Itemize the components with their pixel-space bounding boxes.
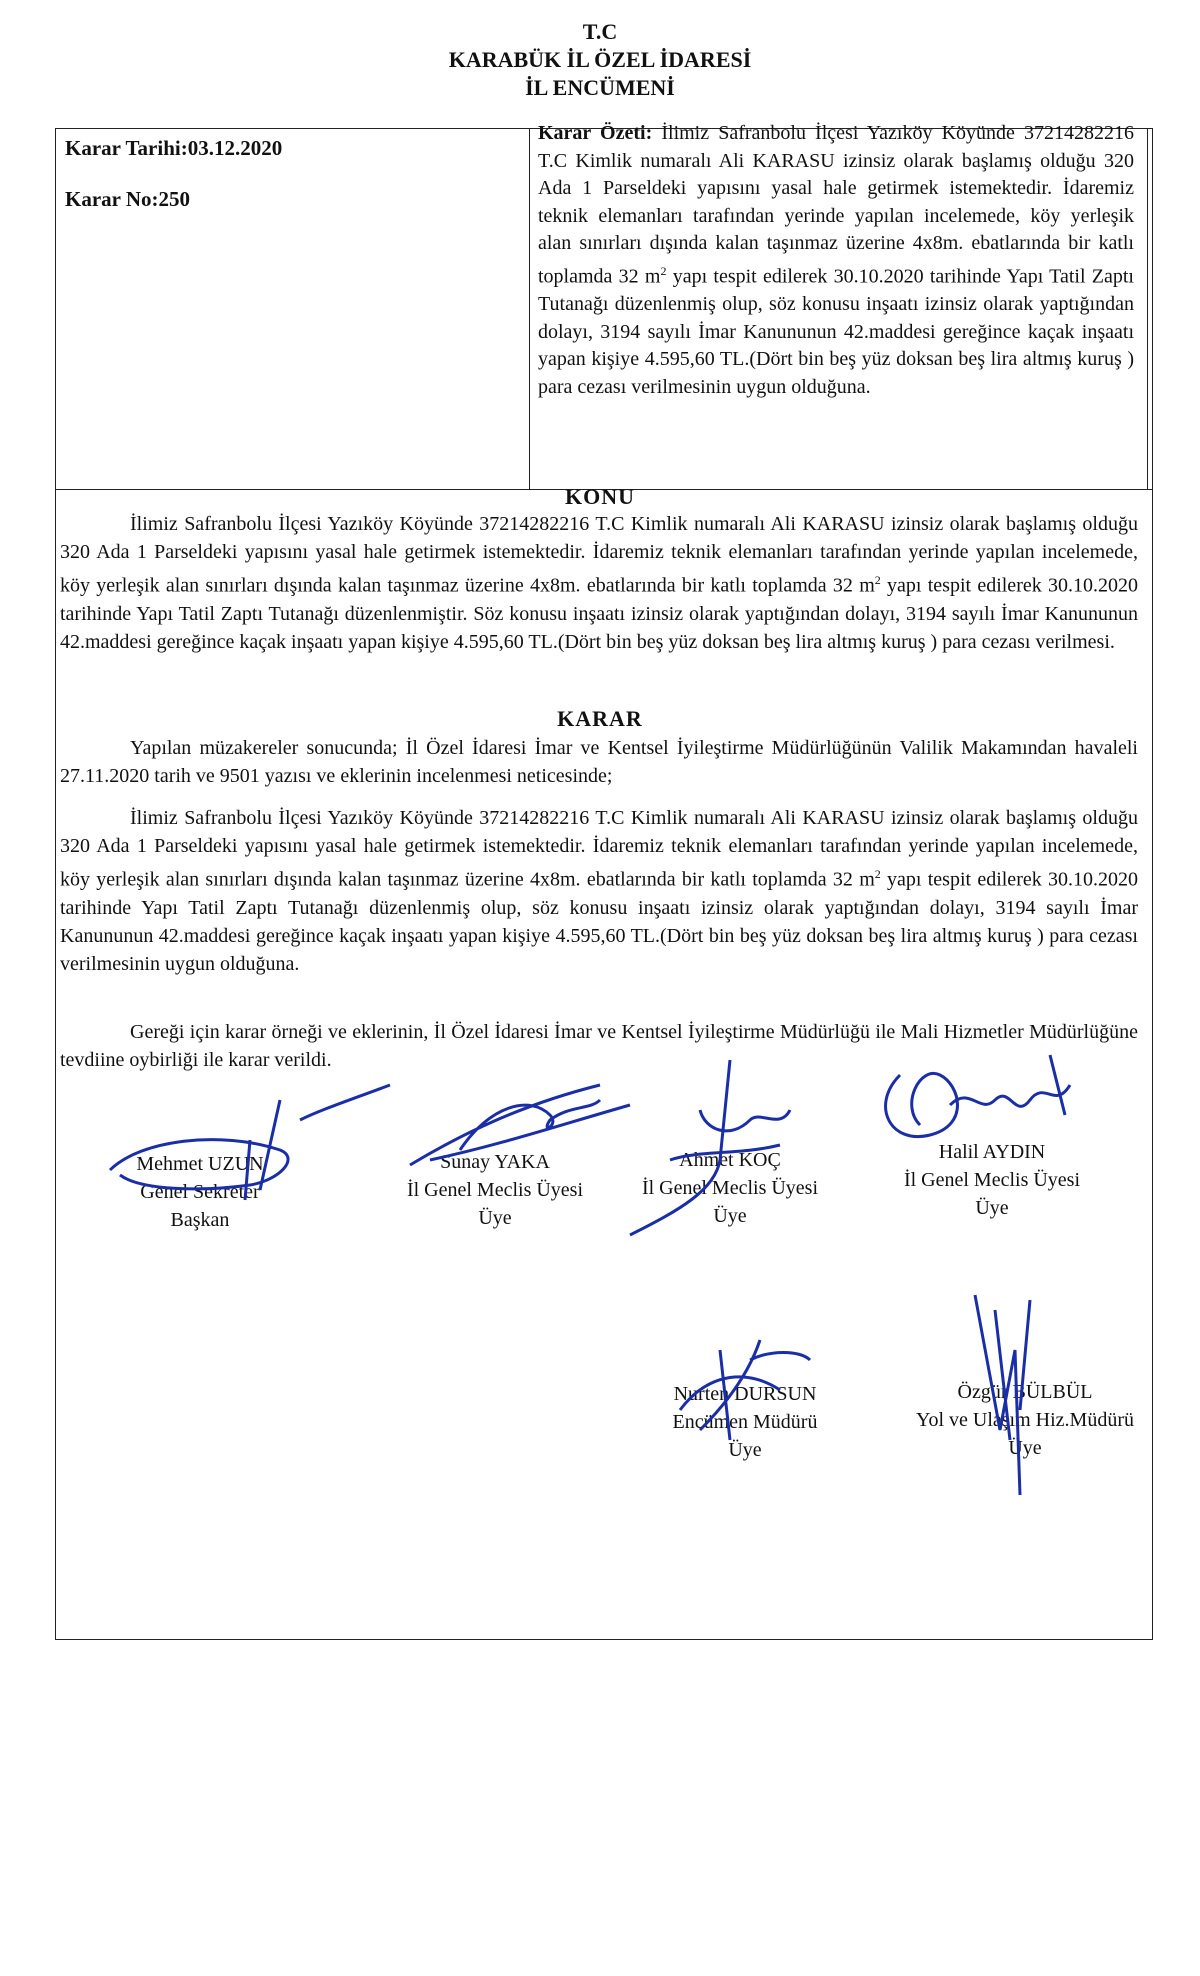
karar-para-2 <box>60 804 1138 978</box>
signer-name: Özgür BÜLBÜL <box>957 1381 1093 1403</box>
signer-title: İl Genel Meclis Üyesi <box>641 1177 819 1199</box>
signer-role: Üye <box>478 1207 512 1229</box>
summary-text-a: İlimiz Safranbolu İlçesi Yazıköy Köyünde 37214282216 T.C Kimlik numaralı Ali KARASU izinsiz olarak başlamış olduğu 320 Ada 1 Parseldeki yapısını yasal hale getirmek istemektedir. İdaremiz teknik elemanları tarafından yerinde yapılan incelemede, köy yerleşik alan sınırları dışında kalan taşınmaz üzerine 4x8m. ebatlarında bir katlı toplamda 32 m <box>538 122 1134 288</box>
karar-para-3: Gereği için karar örneği ve eklerinin, İl Özel İdaresi İmar ve Kentsel İyileştirme Müdürlüğü ile Mali Hizmetler Müdürlüğüne tevdiine oybirliği ile karar verildi. <box>60 1021 1138 1071</box>
column-divider-right <box>1147 128 1148 489</box>
header-institution: KARABÜK İL ÖZEL İDARESİ <box>448 47 752 72</box>
signer-role: Üye <box>728 1439 762 1461</box>
decision-meta <box>65 135 282 237</box>
konu-text-b: yapı tespit edilerek 30.10.2020 tarihinde Yapı Tatil Zaptı Tutanağı düzenlenmiştir. Söz konusu inşaatı izinsiz olarak yaptığından dolayı, 3194 sayılı İmar Kanununun 42.maddesi gereğince kaçak inşaatı yapan kişiye 4.595,60 TL.(Dört bin beş yüz doksan beş lira altmış kuruş ) para cezası verilmesi. <box>60 574 1138 653</box>
summary-label: Karar Özeti: <box>538 122 653 144</box>
summary-text-b: yapı tespit edilerek 30.10.2020 tarihinde Yapı Tatil Zaptı Tutanağı düzenlenmiş olup, söz konusu inşaatı izinsiz olarak yaptığından dolayı, 3194 sayılı İmar Kanununun 42.maddesi gereğince kaçak inşaatı yapan kişiye 4.595,60 TL.(Dört bin beş yüz doksan beş lira altmış kuruş ) para cezası verilmesinin uygun olduğuna. <box>538 265 1134 398</box>
karar-para-1: Yapılan müzakereler sonucunda; İl Özel İdaresi İmar ve Kentsel İyileştirme Müdürlüğünün Valilik Makamından havaleli 27.11.2020 tarih ve 9501 yazısı ve eklerinin incelenmesi neticesinde; <box>60 737 1138 787</box>
konu-text <box>60 510 1138 656</box>
document-header <box>0 18 1200 102</box>
column-divider <box>529 128 530 489</box>
signer-role: Başkan <box>170 1209 230 1231</box>
decision-date: Karar Tarihi:03.12.2020 <box>65 136 283 160</box>
handwritten-signature-5 <box>660 1330 820 1450</box>
karar-para-2-a: İlimiz Safranbolu İlçesi Yazıköy Köyünde 37214282216 T.C Kimlik numaralı Ali KARASU izinsiz olarak başlamış olduğu 320 Ada 1 Parseldeki yapısını yasal hale getirmek istemektedir. İdaremiz teknik elemanları tarafından yerinde yapılan incelemede, köy yerleşik alan sınırları dışında kalan taşınmaz üzerine 4x8m. ebatlarında bir katlı toplamda 32 m <box>60 807 1138 891</box>
summary-sup: 2 <box>660 263 667 278</box>
header-tc: T.C <box>582 19 618 44</box>
signer-title: İl Genel Meclis Üyesi <box>903 1169 1081 1191</box>
signer-name: Ahmet KOÇ <box>679 1149 781 1171</box>
karar-para-2-b: yapı tespit edilerek 30.10.2020 tarihinde Yapı Tatil Zaptı Tutanağı düzenlenmiş olup, söz konusu inşaatı izinsiz olarak yaptığından dolayı, 3194 sayılı İmar Kanununun 42.maddesi gereğince kaçak inşaatı yapan kişiye 4.595,60 TL.(Dört bin beş yüz doksan beş lira altmış kuruş ) para cezası verilmesinin uygun olduğuna. <box>60 868 1138 975</box>
handwritten-signature-1 <box>100 1080 400 1210</box>
decision-summary <box>538 120 1134 402</box>
handwritten-signature-6 <box>960 1290 1050 1500</box>
konu-text-a: İlimiz Safranbolu İlçesi Yazıköy Köyünde 37214282216 T.C Kimlik numaralı Ali KARASU izinsiz olarak başlamış olduğu 320 Ada 1 Parseldeki yapısını yasal hale getirmek istemektedir. İdaremiz teknik elemanları tarafından yerinde yapılan incelemede, köy yerleşik alan sınırları dışında kalan taşınmaz üzerine 4x8m. ebatlarında bir katlı toplamda 32 m <box>60 513 1138 597</box>
handwritten-signature-3 <box>610 1050 810 1240</box>
signer-role: Üye <box>713 1205 747 1227</box>
signer-name: Mehmet UZUN <box>136 1153 264 1175</box>
konu-title: KONU <box>565 484 635 509</box>
signer-name: Nurten DURSUN <box>673 1383 817 1405</box>
header-council: İL ENCÜMENİ <box>525 75 675 100</box>
signer-title: Yol ve Ulaşım Hiz.Müdürü <box>916 1409 1134 1431</box>
konu-sup: 2 <box>874 573 881 587</box>
karar-title: KARAR <box>557 706 643 731</box>
signer-title: İl Genel Meclis Üyesi <box>406 1179 584 1201</box>
signer-title: Encümen Müdürü <box>672 1411 818 1433</box>
karar-para-2-sup: 2 <box>874 867 881 881</box>
signer-role: Üye <box>1008 1437 1042 1459</box>
signer-title: Genel Sekreter <box>140 1181 260 1203</box>
handwritten-signature-2 <box>400 1065 640 1175</box>
signer-name: Sunay YAKA <box>440 1151 550 1173</box>
decision-number: Karar No:250 <box>65 187 191 211</box>
signer-role: Üye <box>975 1197 1009 1219</box>
handwritten-signature-4 <box>860 1045 1090 1155</box>
signer-name: Halil AYDIN <box>938 1141 1046 1163</box>
